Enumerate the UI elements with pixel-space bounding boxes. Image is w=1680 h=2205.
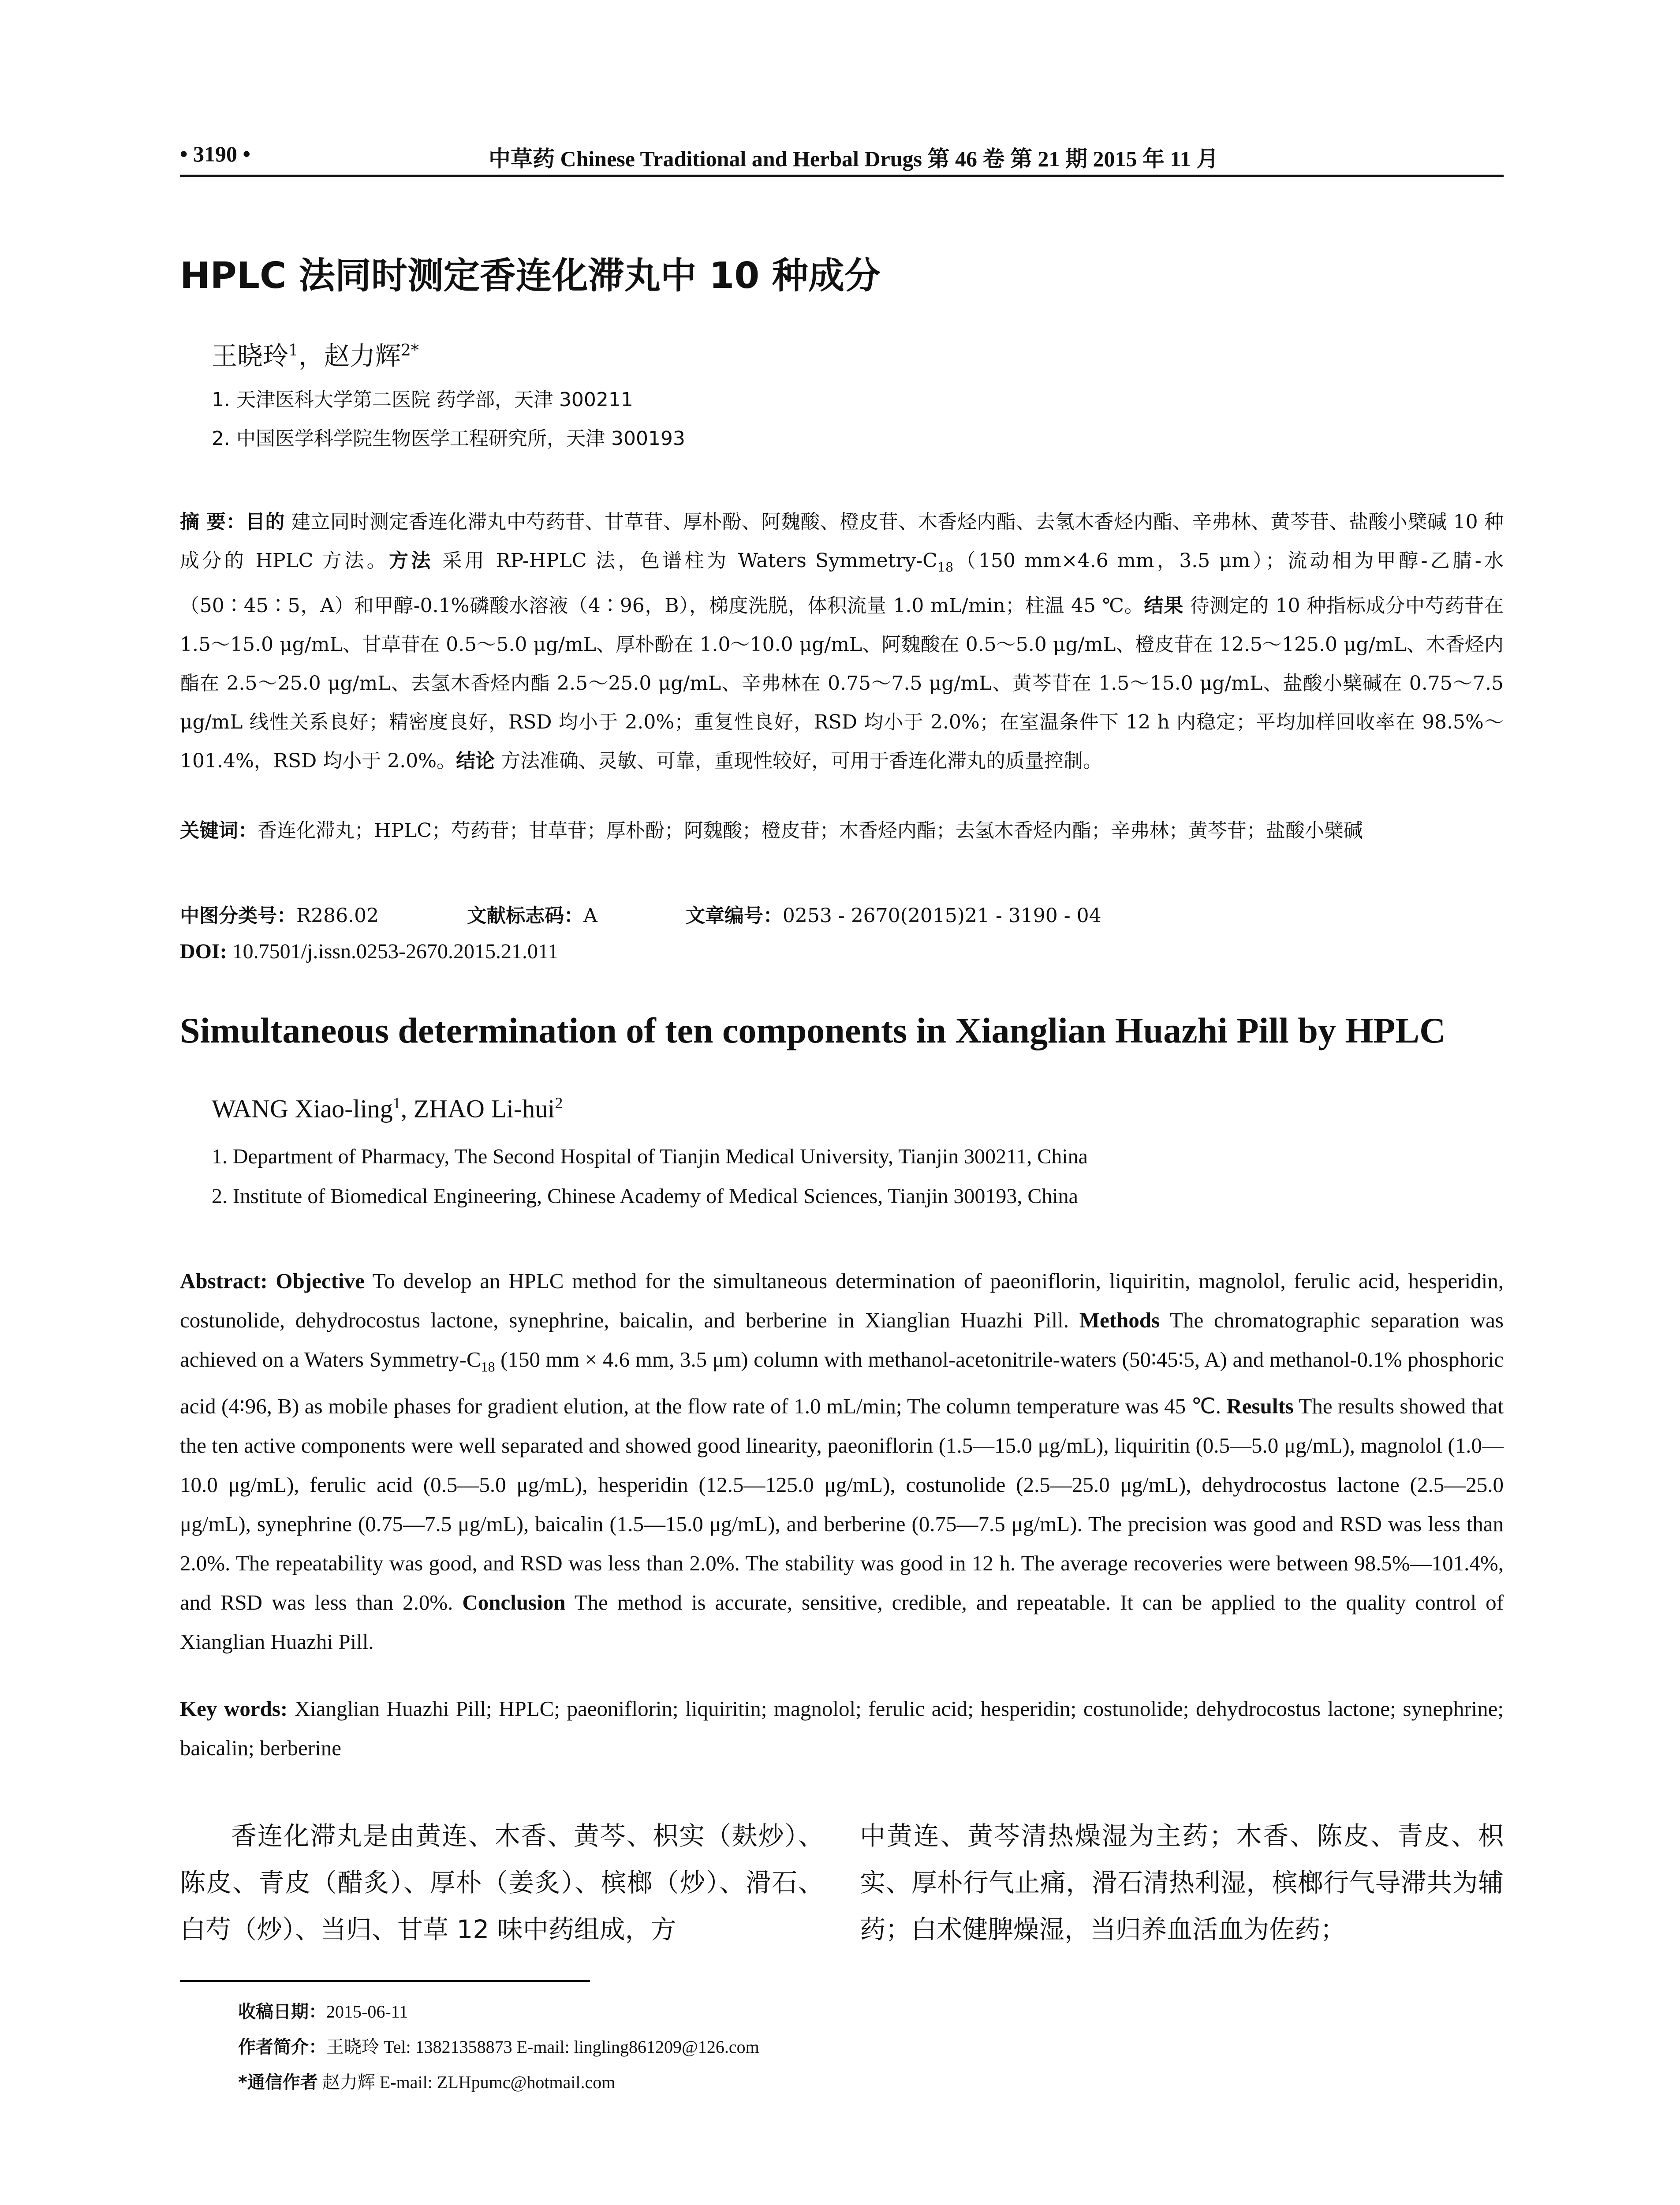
footnote-received xyxy=(238,1998,408,2023)
methods-en-label: Methods xyxy=(1079,1308,1160,1332)
methods-sub: 18 xyxy=(937,559,954,575)
clc-value: R286.02 xyxy=(296,904,379,927)
keywords-en xyxy=(180,1689,1504,1768)
conclusion-en-text: The method is accurate, sensitive, credible, and repeatable. It can be applied to the quality control of Xianglian Huazhi Pill. xyxy=(180,1590,1504,1654)
footnote-bio xyxy=(238,2033,759,2058)
abstract-en xyxy=(180,1261,1504,1661)
affiliation-en-1: 1. Department of Pharmacy, The Second Hospital of Tianjin Medical University, Tianjin 300211, China xyxy=(212,1145,1088,1168)
article-value: 0253 - 2670(2015)21 - 3190 - 04 xyxy=(782,904,1101,927)
keywords-label: 关键词： xyxy=(180,819,258,842)
received-value: 2015-06-11 xyxy=(326,2002,408,2022)
conclusion-text: 方法准确、灵敏、可靠，重现性较好，可用于香连化滞丸的质量控制。 xyxy=(495,749,1103,772)
page-number: • 3190 • xyxy=(180,142,251,166)
footnote-corresponding xyxy=(238,2068,615,2093)
header-rule xyxy=(180,175,1504,177)
author-en-sep: , xyxy=(400,1094,414,1123)
bio-label: 作者简介： xyxy=(238,2037,326,2057)
abstract-en-label: Abstract: Objective xyxy=(180,1269,365,1293)
classification-line xyxy=(180,900,1101,928)
clc-label: 中图分类号： xyxy=(180,904,296,927)
results-en-label: Results xyxy=(1226,1394,1294,1418)
results-label: 结果 xyxy=(1144,594,1183,617)
article-label: 文章编号： xyxy=(685,904,783,927)
keywords-en-text: Xianglian Huazhi Pill; HPLC; paeoniflorin; liquiritin; magnolol; ferulic acid; hesperidin; costunolide; dehydrocostus lactone; synephrine; baicalin; berberine xyxy=(180,1697,1504,1760)
corr-label: *通信作者 xyxy=(238,2072,318,2093)
keywords-text: 香连化滞丸；HPLC；芍药苷；甘草苷；厚朴酚；阿魏酸；橙皮苷；木香烃内酯；去氢木香烃内酯；辛弗林；黄芩苷；盐酸小檗碱 xyxy=(258,819,1363,842)
author-en-2-mark: 2 xyxy=(555,1094,563,1112)
author-1-mark: 1 xyxy=(288,341,299,360)
author-en-1: WANG Xiao-ling xyxy=(212,1094,393,1123)
running-header xyxy=(180,141,1504,176)
doi-value[interactable]: 10.7501/j.issn.0253-2670.2015.21.011 xyxy=(227,940,559,963)
affiliation-cn-1: 1. 天津医科大学第二医院 药学部，天津 300211 xyxy=(212,389,633,411)
methods-en-text-b: (150 mm × 4.6 mm, 3.5 μm) column with methanol-acetonitrile-waters (50∶45∶5, A) and methanol-0.1% phosphoric acid (4∶96, B) as mobile phases for gradient elution, at the flow rate of 1.0 mL/min; The column temperature was 45 ℃. xyxy=(180,1347,1504,1418)
objective-label: 目的 xyxy=(246,511,285,533)
doc-label: 文献标志码： xyxy=(467,904,584,927)
doc-value: A xyxy=(583,904,597,927)
conclusion-label: 结论 xyxy=(456,749,495,772)
body-column-left: 香连化滞丸是由黄连、木香、黄芩、枳实（麸炒）、陈皮、青皮（醋炙）、厚朴（姜炙）、槟榔（炒）、滑石、白芍（炒）、当归、甘草 12 味中药组成，方 xyxy=(180,1821,824,1944)
doi-line xyxy=(180,939,558,964)
author-1: 王晓玲 xyxy=(212,341,289,371)
methods-en-text-a: The chromatographic separation was achieved on a Waters Symmetry-C xyxy=(180,1308,1504,1372)
author-2-mark: 2* xyxy=(400,341,419,360)
objective-en-text: To develop an HPLC method for the simultaneous determination of paeoniflorin, liquiritin, magnolol, ferulic acid, hesperidin, costunolide, dehydrocostus lactone, synephrine, baicalin, and berberine in Xianglian Huazhi Pill. xyxy=(180,1269,1504,1332)
conclusion-en-label: Conclusion xyxy=(462,1590,566,1615)
methods-text-b: （150 mm×4.6 mm，3.5 μm）；流动相为甲醇-乙腈-水（50∶45∶5，A）和甲醇-0.1%磷酸水溶液（4∶96，B），梯度洗脱，体积流量 1.0 mL/min；柱温 45 ℃。 xyxy=(180,549,1504,617)
results-en-text: The results showed that the ten active components were well separated and showed good linearity, paeoniflorin (1.5—15.0 μg/mL), liquiritin (0.5—5.0 μg/mL), magnolol (1.0—10.0 μg/mL), ferulic acid (0.5—5.0 μg/mL), hesperidin (12.5—125.0 μg/mL), costunolide (2.5—25.0 μg/mL), dehydrocostus lactone (2.5—25.0 μg/mL), synephrine (0.75—7.5 μg/mL), baicalin (1.5—15.0 μg/mL), and berberine (0.75—7.5 μg/mL). The precision was good and RSD was less than 2.0%. The repeatability was good, and RSD was less than 2.0%. The stability was good in 12 h. The average recoveries were between 98.5%—101.4%, and RSD was less than 2.0%. xyxy=(180,1394,1504,1615)
keywords-cn xyxy=(180,811,1504,850)
footnote-rule xyxy=(180,1980,590,1982)
author-2: 赵力辉 xyxy=(324,341,401,371)
objective-text: 建立同时测定香连化滞丸中芍药苷、甘草苷、厚朴酚、阿魏酸、橙皮苷、木香烃内酯、去氢木香烃内酯、辛弗林、黄芩苷、盐酸小檗碱 10 种成分的 HPLC 方法。 xyxy=(180,511,1504,572)
corr-value: 赵力辉 E-mail: ZLHpumc@hotmail.com xyxy=(317,2072,616,2092)
abstract-label: 摘 要： xyxy=(180,511,246,533)
abstract-cn xyxy=(180,503,1504,781)
affiliation-cn-2: 2. 中国医学科学院生物医学工程研究所，天津 300193 xyxy=(212,427,685,450)
received-label: 收稿日期： xyxy=(238,2002,326,2022)
methods-label: 方法 xyxy=(389,549,433,572)
authors-en xyxy=(212,1094,563,1123)
title-cn: HPLC 法同时测定香连化滞丸中 10 种成分 xyxy=(180,255,881,297)
author-en-2: ZHAO Li-hui xyxy=(413,1094,555,1123)
author-en-1-mark: 1 xyxy=(392,1094,401,1112)
results-text: 待测定的 10 种指标成分中芍药苷在 1.5～15.0 μg/mL、甘草苷在 0.5～5.0 μg/mL、厚朴酚在 1.0～10.0 μg/mL、阿魏酸在 0.5～5.0 μg/mL、橙皮苷在 12.5～125.0 μg/mL、木香烃内酯在 2.5～25.0 μg/mL、去氢木香烃内酯 2.5～25.0 μg/mL、辛弗林在 0.75～7.5 μg/mL、黄芩苷在 1.5～15.0 μg/mL、盐酸小檗碱在 0.75～7.5 μg/mL 线性关系良好；精密度良好，RSD 均小于 2.0%；重复性良好，RSD 均小于 2.0%；在室温条件下 12 h 内稳定；平均加样回收率在 98.5%～101.4%，RSD 均小于 2.0%。 xyxy=(180,594,1504,772)
body-column-right: 中黄连、黄芩清热燥湿为主药；木香、陈皮、青皮、枳实、厚朴行气止痛，滑石清热利湿，槟榔行气导滞共为辅药；白术健脾燥湿，当归养血活血为佐药； xyxy=(860,1821,1504,1944)
methods-en-sub: 18 xyxy=(481,1359,495,1375)
author-sep: ， xyxy=(298,341,324,371)
bio-value: 王晓玲 Tel: 13821358873 E-mail: lingling861209@126.com xyxy=(326,2037,759,2057)
keywords-en-label: Key words: xyxy=(180,1697,288,1721)
affiliation-en-2: 2. Institute of Biomedical Engineering, Chinese Academy of Medical Sciences, Tianjin 300193, China xyxy=(212,1185,1078,1208)
doi-label: DOI: xyxy=(180,940,227,963)
authors-cn xyxy=(212,335,419,372)
title-en: Simultaneous determination of ten components in Xianglian Huazhi Pill by HPLC xyxy=(180,1010,1446,1050)
methods-text-a: 采用 RP-HPLC 法，色谱柱为 Waters Symmetry-C xyxy=(433,549,937,572)
journal-info: 中草药 Chinese Traditional and Herbal Drugs 第 46 卷 第 21 期 2015 年 11 月 xyxy=(489,146,1219,171)
